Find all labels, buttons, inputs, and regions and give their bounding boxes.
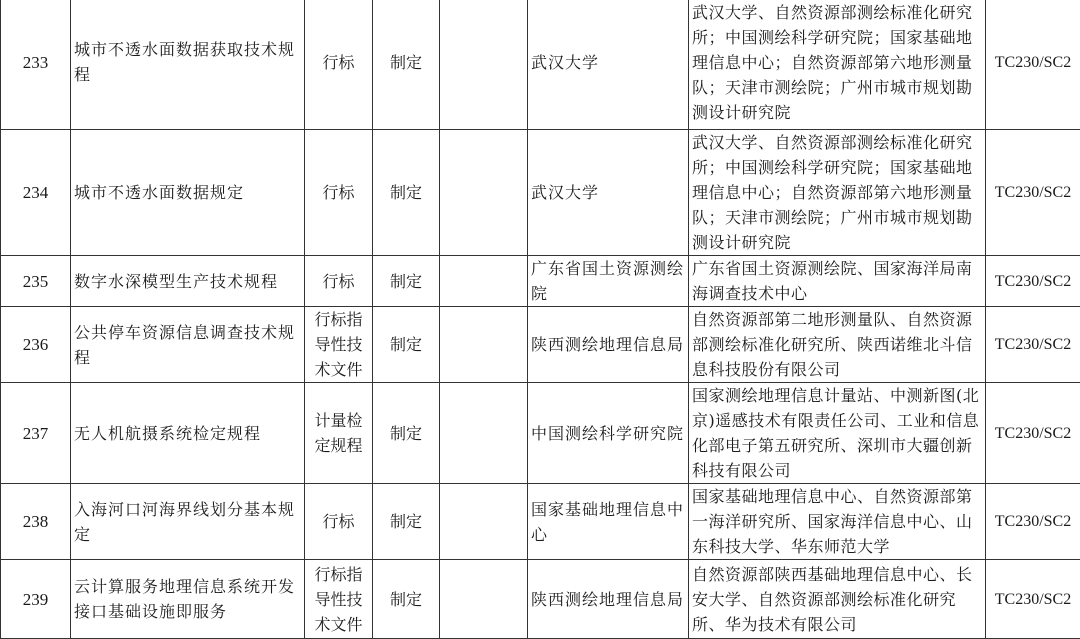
project-kind: 制定 [373,307,440,383]
table-row [1,484,1080,560]
project-kind: 制定 [373,560,440,639]
row-number: 236 [1,307,71,383]
lead-unit: 中国测绘科学研究院 [528,383,689,484]
lead-unit: 陕西测绘地理信息局 [528,307,689,383]
project-type: 行标 [305,484,373,560]
participating-units: 武汉大学、自然资源部测绘标准化研究所；中国测绘科学研究院；国家基础地理信息中心；自然资源部第六地形测量队；天津市测绘院；广州市城市规划勘测设计研究院 [689,0,986,130]
project-type: 行标指导性技术文件 [305,560,373,639]
participating-units: 武汉大学、自然资源部测绘标准化研究所；中国测绘科学研究院；国家基础地理信息中心；自然资源部第六地形测量队；天津市测绘院；广州市城市规划勘测设计研究院 [689,130,986,256]
row-number: 234 [1,130,71,256]
table-row [1,0,1080,130]
participating-units: 国家基础地理信息中心、自然资源部第一海洋研究所、国家海洋信息中心、山东科技大学、华东师范大学 [689,484,986,560]
project-type: 行标指导性技术文件 [305,307,373,383]
project-name: 公共停车资源信息调查技术规程 [71,307,305,383]
row-number: 235 [1,256,71,307]
lead-unit: 武汉大学 [528,130,689,256]
standard-committee: TC230/SC2 [986,130,1080,256]
row-number: 238 [1,484,71,560]
project-kind: 制定 [373,383,440,484]
table-row [1,307,1080,383]
participating-units: 国家测绘地理信息计量站、中测新图(北京)遥感技术有限责任公司、工业和信息化部电子第五研究所、深圳市大疆创新科技有限公司 [689,383,986,484]
project-kind: 制定 [373,484,440,560]
table-row [1,383,1080,484]
empty-cell [440,383,528,484]
standard-committee: TC230/SC2 [986,560,1080,639]
lead-unit: 陕西测绘地理信息局 [528,560,689,639]
standard-committee: TC230/SC2 [986,484,1080,560]
row-number: 237 [1,383,71,484]
standard-committee: TC230/SC2 [986,383,1080,484]
empty-cell [440,307,528,383]
participating-units: 自然资源部第二地形测量队、自然资源部测绘标准化研究所、陕西诺维北斗信息科技股份有限公司 [689,307,986,383]
lead-unit: 国家基础地理信息中心 [528,484,689,560]
project-name: 城市不透水面数据获取技术规程 [71,0,305,130]
table-row [1,130,1080,256]
empty-cell [440,256,528,307]
empty-cell [440,0,528,130]
standard-committee: TC230/SC2 [986,307,1080,383]
row-number: 239 [1,560,71,639]
project-kind: 制定 [373,0,440,130]
table-row [1,256,1080,307]
project-type: 行标 [305,130,373,256]
participating-units: 自然资源部陕西基础地理信息中心、长安大学、自然资源部测绘标准化研究所、华为技术有限公司 [689,560,986,639]
project-type: 计量检定规程 [305,383,373,484]
project-name: 入海河口河海界线划分基本规定 [71,484,305,560]
project-name: 无人机航摄系统检定规程 [71,383,305,484]
project-kind: 制定 [373,130,440,256]
project-type: 行标 [305,0,373,130]
project-name: 数字水深模型生产技术规程 [71,256,305,307]
participating-units: 广东省国土资源测绘院、国家海洋局南海调查技术中心 [689,256,986,307]
empty-cell [440,484,528,560]
standard-committee: TC230/SC2 [986,256,1080,307]
row-number: 233 [1,0,71,130]
standard-committee: TC230/SC2 [986,0,1080,130]
empty-cell [440,130,528,256]
project-name: 城市不透水面数据规定 [71,130,305,256]
project-type: 行标 [305,256,373,307]
project-kind: 制定 [373,256,440,307]
lead-unit: 武汉大学 [528,0,689,130]
lead-unit: 广东省国土资源测绘院 [528,256,689,307]
project-name: 云计算服务地理信息系统开发接口基础设施即服务 [71,560,305,639]
